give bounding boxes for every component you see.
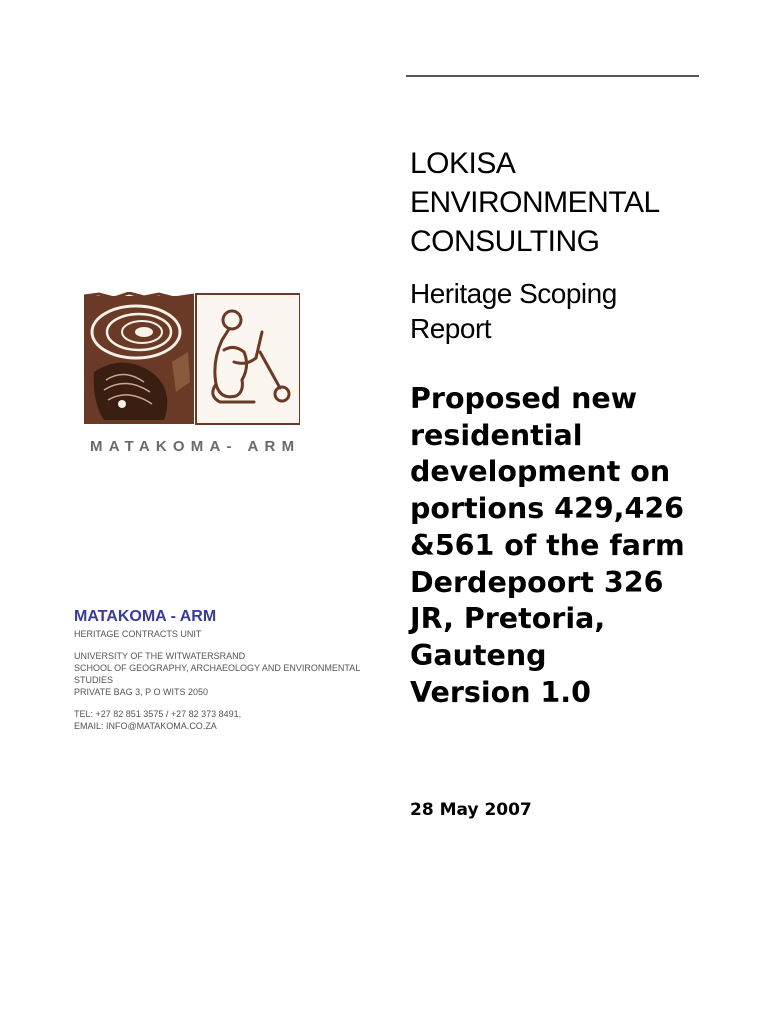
spacer: [74, 698, 374, 708]
contact-address-line: STUDIES: [74, 675, 114, 685]
spacer: [74, 640, 374, 650]
project-title-line: development on: [410, 455, 671, 489]
report-type-line: Heritage Scoping: [410, 278, 617, 309]
project-title-line: residential: [410, 418, 583, 452]
client-name-line: CONSULTING: [410, 225, 600, 258]
contact-org-name: MATAKOMA - ARM: [74, 608, 217, 625]
client-name-line: ENVIRONMENTAL: [410, 186, 660, 219]
contact-address-line: PRIVATE BAG 3, P O WITS 2050: [74, 687, 209, 697]
contact-block: [74, 608, 374, 732]
project-title-line: JR, Pretoria,: [410, 602, 606, 636]
report-date: 28 May 2007: [410, 800, 532, 820]
logo-wordmark: MATAKOMA- ARM: [90, 438, 301, 455]
report-type: [410, 276, 740, 346]
project-title-line: portions 429,426: [410, 492, 684, 526]
contact-email[interactable]: EMAIL: INFO@MATAKOMA.CO.ZA: [74, 721, 217, 731]
project-title-line: Derdepoort 326: [410, 565, 664, 599]
client-name: [410, 144, 740, 261]
contact-unit: HERITAGE CONTRACTS UNIT: [74, 629, 202, 639]
contact-address-line: SCHOOL OF GEOGRAPHY, ARCHAEOLOGY AND ENVIRONMENTAL: [74, 663, 361, 673]
project-title-line: Proposed new: [410, 382, 638, 415]
contact-address-line: UNIVERSITY OF THE WITWATERSRAND: [74, 651, 246, 661]
project-title-line: Gauteng: [410, 638, 547, 672]
project-title-line: &561 of the farm: [410, 528, 685, 562]
contact-tel: TEL: +27 82 851 3575 / +27 82 373 8491,: [74, 709, 242, 719]
report-type-line: Report: [410, 313, 492, 344]
project-title-line: Version 1.0: [410, 675, 591, 709]
project-title: [410, 381, 750, 711]
matakoma-arm-logo-icon: [84, 292, 300, 428]
client-name-line: LOKISA: [410, 147, 516, 180]
header-rule: [406, 75, 699, 77]
